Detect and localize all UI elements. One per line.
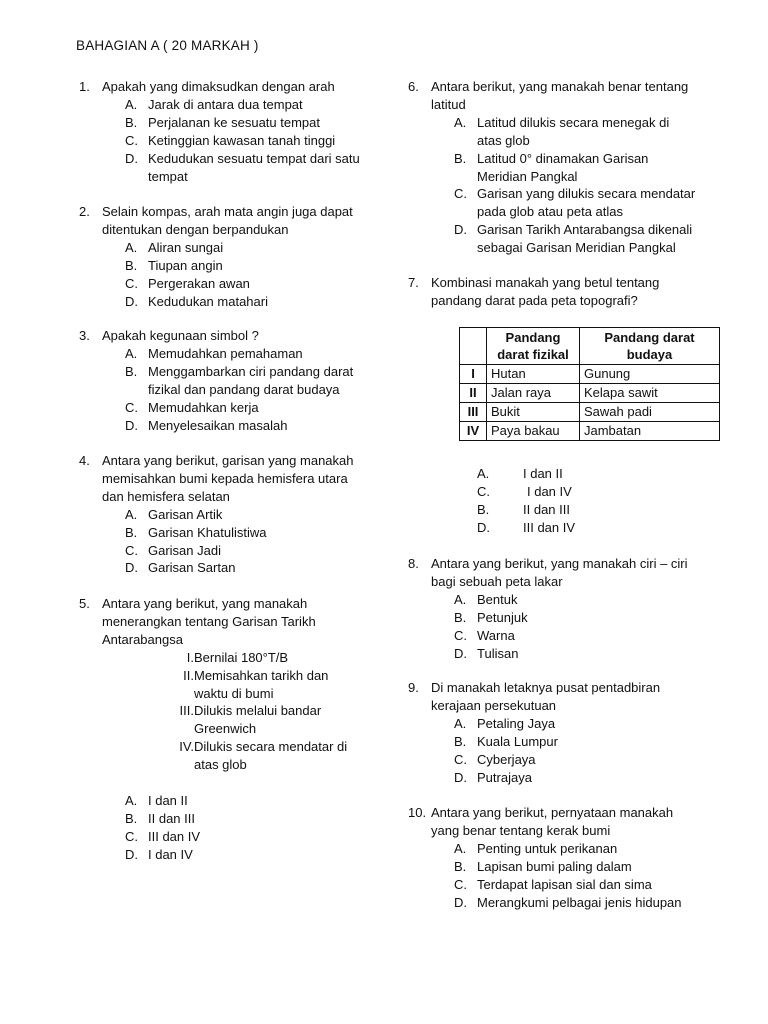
option-d[interactable]: D. Merangkumi pelbagai jenis hidupan [454, 894, 682, 910]
question-2: 2. Selain kompas, arah mata angin juga dapat ditentukan dengan berpandukan A. Aliran sungai B. Tiupan angin C. Pergerakan awan D. Kedudukan matahari [79, 204, 353, 309]
option-b[interactable]: B. Tiupan angin [125, 257, 223, 273]
option-a[interactable]: A. I dan II [477, 466, 563, 481]
option-a[interactable]: A. Penting untuk perikanan [454, 840, 618, 856]
question-number: 4. [79, 453, 90, 468]
option-b[interactable]: B. Menggambarkan ciri pandang darat fizikal dan pandang darat budaya [125, 363, 354, 397]
question-1 [79, 78, 360, 185]
question-text: Di manakah letaknya pusat pentadbiran [431, 680, 661, 695]
table-corner-cell [460, 328, 487, 365]
question-number: 7. [408, 275, 419, 290]
option-a[interactable]: A. Memudahkan pemahaman [125, 345, 303, 361]
option-d[interactable]: D. III dan IV [477, 519, 576, 535]
question-6: 6. Antara berikut, yang manakah benar tentang latitud A. Latitud dilukis secara menegak di atas glob B. Latitud 0° dinamakan Garisan Meridian Pangkal C. Garisan yang dilukis secara mendatar pada glob atau peta atlas D. Garisan Tarikh Antarabangsa dikenali sebagai Garisan Meridian Pangkal [408, 79, 696, 256]
option-a[interactable]: A. Jarak di antara dua tempat [125, 96, 303, 112]
table-header-row [460, 328, 720, 365]
option-b[interactable]: B. II dan III [477, 501, 570, 517]
statement-iv: IV. Dilukis secara mendatar di atas glob [179, 739, 348, 773]
statement-ii: II. Memisahkan tarikh dan waktu di bumi [183, 667, 329, 701]
question-text: Antara yang berikut, pernyataan manakah [431, 805, 674, 820]
question-number: 9. [408, 680, 419, 695]
option-d[interactable]: D. Garisan Sartan [125, 560, 236, 576]
table-row: III Bukit Sawah padi [460, 403, 720, 422]
option-a[interactable]: A. Petaling Jaya [454, 715, 556, 731]
option-a[interactable]: A. Garisan Artik [125, 506, 223, 522]
question-text: Antara berikut, yang manakah benar tentang [431, 79, 689, 94]
question-8: 8. Antara yang berikut, yang manakah ciri – ciri bagi sebuah peta lakar A. Bentuk B. Petunjuk C. Warna D. Tulisan [408, 556, 688, 661]
table-row: I Hutan Gunung [460, 365, 720, 384]
option-d[interactable]: D. Kedudukan matahari [125, 293, 268, 309]
option-b[interactable]: B. Latitud 0° dinamakan Garisan Meridian Pangkal [454, 150, 649, 184]
table-header-cultural: Pandang darat budaya [580, 328, 720, 365]
question-text: Apakah yang dimaksudkan dengan arah [102, 79, 335, 94]
option-d[interactable]: D. Putrajaya [454, 769, 532, 785]
table-row: II Jalan raya Kelapa sawit [460, 384, 720, 403]
option-c[interactable]: C. III dan IV [125, 828, 201, 844]
question-5: 5. Antara yang berikut, yang manakah menerangkan tentang Garisan Tarikh Antarabangsa I. Bernilai 180°T/B II. Memisahkan tarikh dan waktu di bumi III. Dilukis melalui bandar Greenwich IV. Dilukis secara mendatar di atas glob A. I dan II B. II dan III C. III dan IV D. I dan IV [79, 596, 348, 862]
option-b[interactable]: B. Petunjuk [454, 609, 528, 625]
table-row: IV Paya bakau Jambatan [460, 422, 720, 441]
question-7: 7. Kombinasi manakah yang betul tentang pandang darat pada peta topografi? [408, 275, 660, 308]
question-number: 10. [408, 805, 427, 820]
option-b[interactable]: B. II dan III [125, 810, 195, 826]
option-a[interactable]: A. Bentuk [454, 591, 518, 607]
option-c[interactable]: C. Ketinggian kawasan tanah tinggi [125, 132, 336, 148]
option-d[interactable]: D. Garisan Tarikh Antarabangsa dikenali sebagai Garisan Meridian Pangkal [454, 222, 693, 256]
question-text: Kombinasi manakah yang betul tentang [431, 275, 660, 290]
option-d[interactable]: D. I dan IV [125, 846, 193, 862]
question-number: 8. [408, 556, 419, 571]
question-4: 4. Antara yang berikut, garisan yang manakah memisahkan bumi kepada hemisfera utara dan hemisfera selatan A. Garisan Artik B. Garisan Khatulistiwa C. Garisan Jadi D. Garisan Sartan [79, 453, 354, 576]
option-a[interactable]: A. Latitud dilukis secara menegak di atas glob [454, 114, 670, 148]
statement-iii: III. Dilukis melalui bandar Greenwich [179, 703, 322, 737]
question-text: Antara yang berikut, yang manakah ciri – ciri [431, 556, 688, 571]
question-number: 1. [79, 79, 90, 94]
table-header-physical: Pandang darat fizikal [487, 328, 580, 365]
option-c[interactable]: C. Garisan yang dilukis secara mendatar pada glob atau peta atlas [454, 186, 696, 220]
question-9: 9. Di manakah letaknya pusat pentadbiran kerajaan persekutuan A. Petaling Jaya B. Kuala Lumpur C. Cyberjaya D. Putrajaya [408, 680, 661, 785]
question-number: 3. [79, 328, 90, 343]
question-10: 10. Antara yang berikut, pernyataan manakah yang benar tentang kerak bumi A. Penting untuk perikanan B. Lapisan bumi paling dalam C. Terdapat lapisan sial dan sima D. Merangkumi pelbagai jenis hidupan [408, 805, 682, 910]
option-c[interactable]: C. Memudahkan kerja [125, 399, 259, 415]
option-d[interactable]: D. Menyelesaikan masalah [125, 417, 288, 433]
question-number: 6. [408, 79, 419, 94]
option-c[interactable]: C. Warna [454, 627, 515, 643]
option-c[interactable]: C. Cyberjaya [454, 751, 536, 767]
option-b[interactable]: B. Lapisan bumi paling dalam [454, 858, 632, 874]
option-d[interactable]: D. Tulisan [454, 645, 519, 661]
question-number: 5. [79, 596, 90, 611]
statement-i: I. Bernilai 180°T/B [186, 649, 289, 665]
option-c[interactable]: C. I dan IV [477, 483, 572, 499]
question-7-options [477, 465, 575, 537]
option-c[interactable]: C. Terdapat lapisan sial dan sima [454, 876, 652, 892]
option-c[interactable]: C. Garisan Jadi [125, 542, 221, 558]
option-c[interactable]: C. Pergerakan awan [125, 275, 250, 291]
question-3 [79, 327, 353, 434]
option-a[interactable]: A. I dan II [125, 793, 188, 809]
question-text: Selain kompas, arah mata angin juga dapat [102, 204, 353, 219]
question-text: Apakah kegunaan simbol ? [102, 328, 259, 343]
question-number: 2. [79, 204, 90, 219]
option-b[interactable]: B. Perjalanan ke sesuatu tempat [125, 114, 320, 130]
landscape-table [459, 327, 720, 441]
option-a[interactable]: A. Aliran sungai [125, 239, 224, 255]
question-text: Antara yang berikut, garisan yang manakah [102, 453, 354, 468]
option-d[interactable]: D. Kedudukan sesuatu tempat dari satu tempat [125, 150, 360, 184]
option-b[interactable]: B. Garisan Khatulistiwa [125, 524, 267, 540]
section-title: BAHAGIAN A ( 20 MARKAH ) [76, 38, 259, 53]
question-text: Antara yang berikut, yang manakah [102, 596, 308, 611]
option-b[interactable]: B. Kuala Lumpur [454, 733, 558, 749]
